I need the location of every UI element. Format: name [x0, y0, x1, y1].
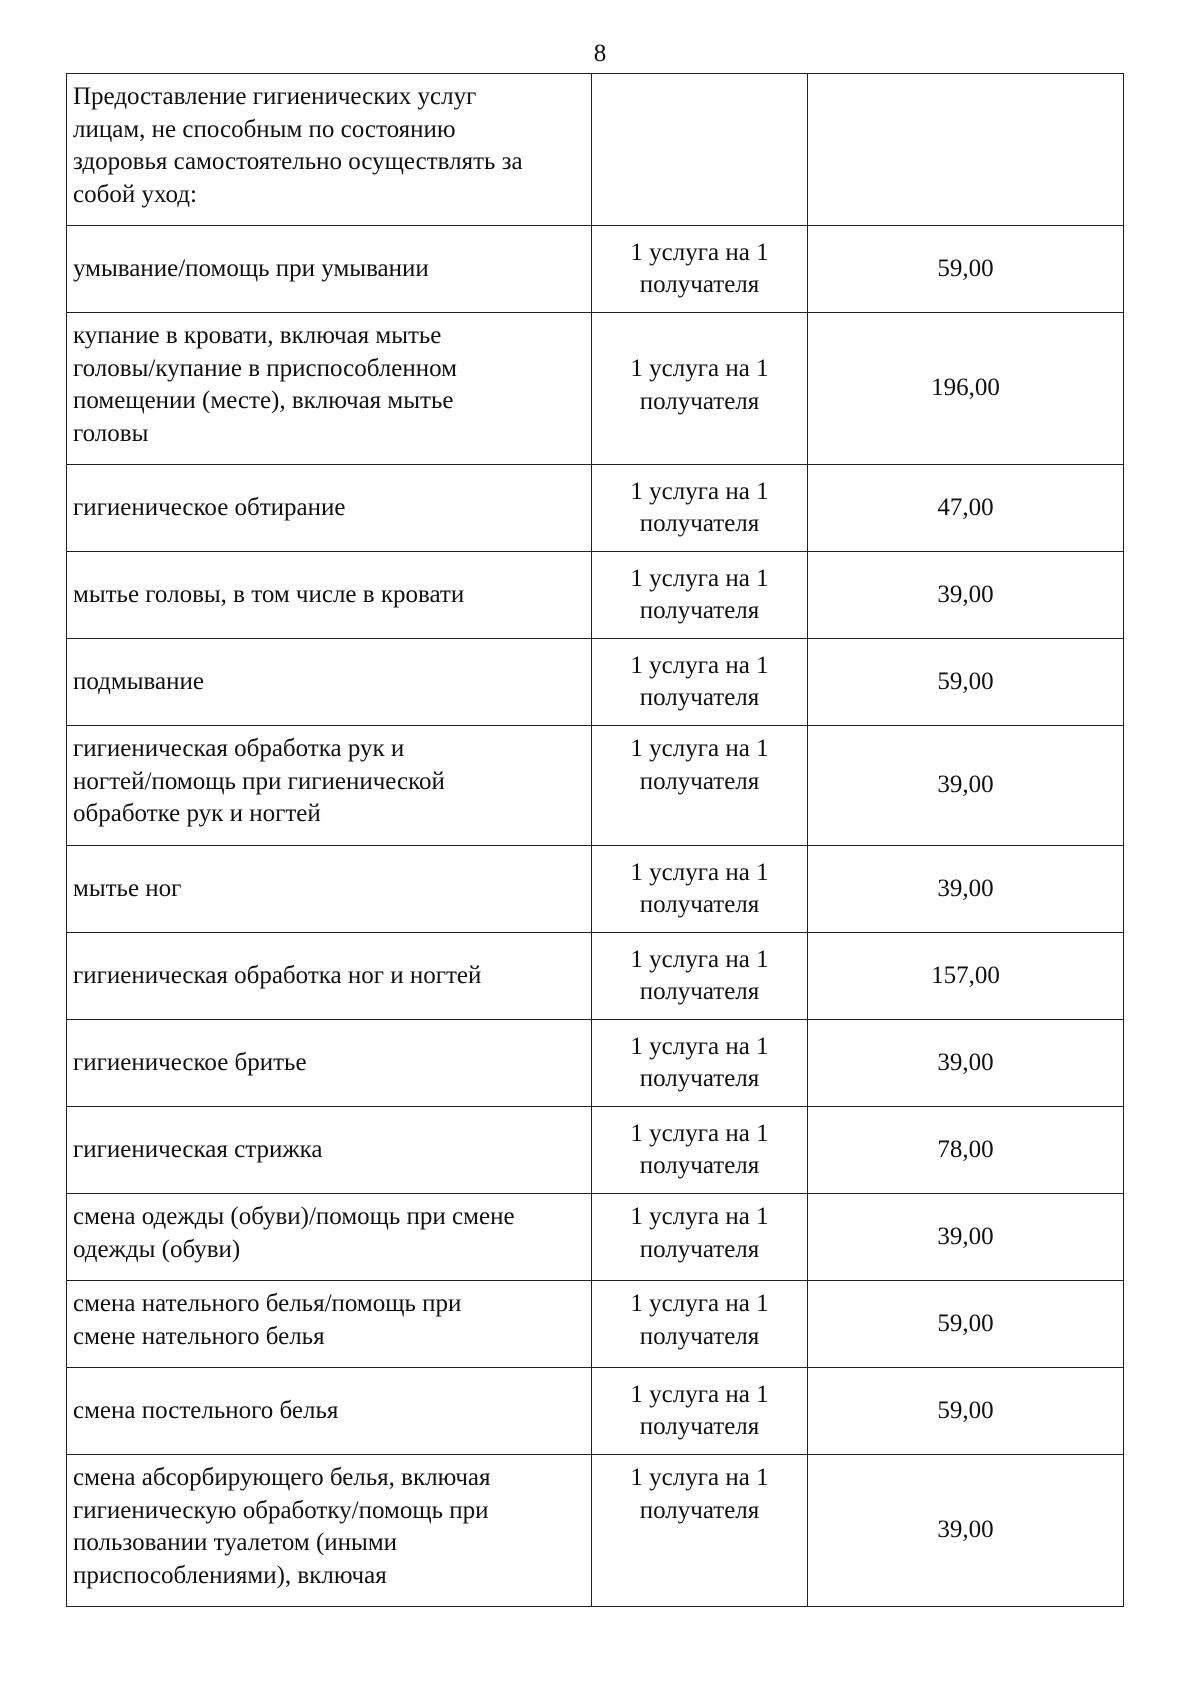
service-name-line: гигиеническая обработка ног и ногтей	[73, 961, 482, 989]
table-row	[67, 1107, 1124, 1194]
service-name-line: помещении (месте), включая мытье	[73, 387, 454, 414]
service-name-cell	[67, 1107, 592, 1194]
unit-cell	[592, 933, 808, 1020]
table-row	[67, 1194, 1124, 1281]
unit-line: получателя	[639, 684, 760, 711]
unit-cell	[592, 552, 808, 639]
service-name-cell	[67, 1455, 592, 1607]
unit-line: получателя	[639, 978, 760, 1005]
price-cell: 39,00	[808, 726, 1124, 846]
unit-line: 1 услуга на 1	[630, 1464, 769, 1491]
unit-cell	[592, 226, 808, 313]
service-name-line: обработке рук и ногтей	[73, 800, 321, 827]
table-row	[67, 1020, 1124, 1107]
service-name-cell	[67, 1281, 592, 1368]
unit-cell	[592, 639, 808, 726]
service-name-cell	[67, 1368, 592, 1455]
price-cell: 59,00	[808, 226, 1124, 313]
table-row	[67, 726, 1124, 846]
service-name-cell	[67, 1194, 592, 1281]
service-name-line: одежды (обуви)	[73, 1235, 241, 1263]
service-name-line: мытье ног	[73, 874, 182, 902]
price-cell: 59,00	[808, 1368, 1124, 1455]
unit-line: 1 услуга на 1	[630, 564, 769, 592]
service-name-line: гигиеническая стрижка	[73, 1135, 323, 1163]
table-row	[67, 1281, 1124, 1368]
service-name-cell	[67, 846, 592, 933]
price-cell: 39,00	[808, 1455, 1124, 1607]
price-cell: 196,00	[808, 313, 1124, 465]
unit-line: получателя	[639, 387, 760, 415]
service-name-line: купание в кровати, включая мытье	[73, 322, 442, 349]
unit-cell	[592, 846, 808, 933]
service-name-line: смена постельного белья	[73, 1396, 339, 1424]
service-name-cell	[67, 226, 592, 313]
price-cell: 78,00	[808, 1107, 1124, 1194]
service-name-line: приспособлениями), включая	[73, 1561, 387, 1589]
unit-cell	[592, 1107, 808, 1194]
unit-cell	[592, 1368, 808, 1455]
service-name-cell	[67, 726, 592, 846]
unit-cell	[592, 726, 808, 846]
service-name-cell	[67, 639, 592, 726]
unit-cell	[592, 74, 808, 226]
service-name-line: смене нательного белья	[73, 1322, 325, 1350]
unit-line: 1 услуга на 1	[630, 355, 769, 382]
unit-cell	[592, 1020, 808, 1107]
unit-line: получателя	[639, 271, 760, 298]
unit-line: получателя	[639, 510, 760, 537]
page-number: 8	[593, 40, 607, 67]
service-name-line: смена одежды (обуви)/помощь при смене	[73, 1203, 515, 1230]
service-name-line: пользовании туалетом (иными	[73, 1529, 398, 1556]
price-cell: 59,00	[808, 1281, 1124, 1368]
service-name-line: гигиеническое обтирание	[73, 493, 346, 521]
price-cell	[808, 74, 1124, 226]
service-name-line: гигиеническая обработка рук и	[73, 735, 405, 762]
service-name-line: мытье головы, в том числе в кровати	[73, 580, 465, 608]
unit-line: получателя	[639, 1235, 760, 1263]
table-row	[67, 1368, 1124, 1455]
unit-line: получателя	[639, 1065, 760, 1092]
service-name-line: смена абсорбирующего белья, включая	[73, 1464, 491, 1491]
price-cell: 39,00	[808, 1020, 1124, 1107]
service-name-cell	[67, 1020, 592, 1107]
table-row	[67, 313, 1124, 465]
unit-line: получателя	[639, 1152, 760, 1179]
price-cell: 39,00	[808, 1194, 1124, 1281]
table-row	[67, 846, 1124, 933]
service-name-line: Предоставление гигиенических услуг	[73, 83, 477, 110]
unit-line: 1 услуга на 1	[630, 1290, 769, 1317]
price-cell: 39,00	[808, 552, 1124, 639]
services-table	[66, 73, 1124, 1607]
unit-cell	[592, 1455, 808, 1607]
unit-line: 1 услуга на 1	[630, 238, 769, 266]
service-name-line: подмывание	[73, 667, 204, 695]
unit-line: получателя	[639, 1413, 760, 1440]
service-name-cell	[67, 552, 592, 639]
unit-line: 1 услуга на 1	[630, 651, 769, 679]
service-name-line: гигиеническую обработку/помощь при	[73, 1496, 489, 1524]
unit-line: 1 услуга на 1	[630, 1203, 769, 1230]
service-name-line: здоровья самостоятельно осуществлять за	[73, 148, 523, 175]
service-name-line: гигиеническое бритье	[73, 1048, 307, 1076]
unit-line: получателя	[639, 1322, 760, 1350]
price-cell: 47,00	[808, 465, 1124, 552]
unit-line: 1 услуга на 1	[630, 1119, 769, 1147]
unit-cell	[592, 1194, 808, 1281]
unit-line: получателя	[639, 597, 760, 624]
unit-line: 1 услуга на 1	[630, 858, 769, 886]
service-name-line: головы	[73, 419, 149, 447]
unit-line: 1 услуга на 1	[630, 1032, 769, 1060]
service-name-line: ногтей/помощь при гигиенической	[73, 767, 445, 795]
unit-cell	[592, 1281, 808, 1368]
table-row	[67, 74, 1124, 226]
price-cell: 157,00	[808, 933, 1124, 1020]
unit-cell	[592, 465, 808, 552]
service-name-line: лицам, не способным по состоянию	[73, 115, 456, 143]
price-cell: 59,00	[808, 639, 1124, 726]
unit-line: получателя	[639, 1496, 760, 1524]
table-row	[67, 639, 1124, 726]
unit-line: 1 услуга на 1	[630, 477, 769, 505]
unit-line: 1 услуга на 1	[630, 1380, 769, 1408]
unit-line: 1 услуга на 1	[630, 735, 769, 762]
service-name-line: собой уход:	[73, 180, 197, 208]
table-row	[67, 226, 1124, 313]
table-row	[67, 552, 1124, 639]
table-row	[67, 1455, 1124, 1607]
service-name-cell	[67, 74, 592, 226]
table-row	[67, 933, 1124, 1020]
service-name-line: головы/купание в приспособленном	[73, 354, 457, 382]
service-name-line: умывание/помощь при умывании	[73, 254, 429, 282]
price-cell: 39,00	[808, 846, 1124, 933]
unit-line: получателя	[639, 767, 760, 795]
unit-line: 1 услуга на 1	[630, 945, 769, 973]
service-name-cell	[67, 313, 592, 465]
table-row	[67, 465, 1124, 552]
unit-cell	[592, 313, 808, 465]
service-name-line: смена нательного белья/помощь при	[73, 1290, 462, 1317]
service-name-cell	[67, 933, 592, 1020]
service-name-cell	[67, 465, 592, 552]
unit-line: получателя	[639, 891, 760, 918]
